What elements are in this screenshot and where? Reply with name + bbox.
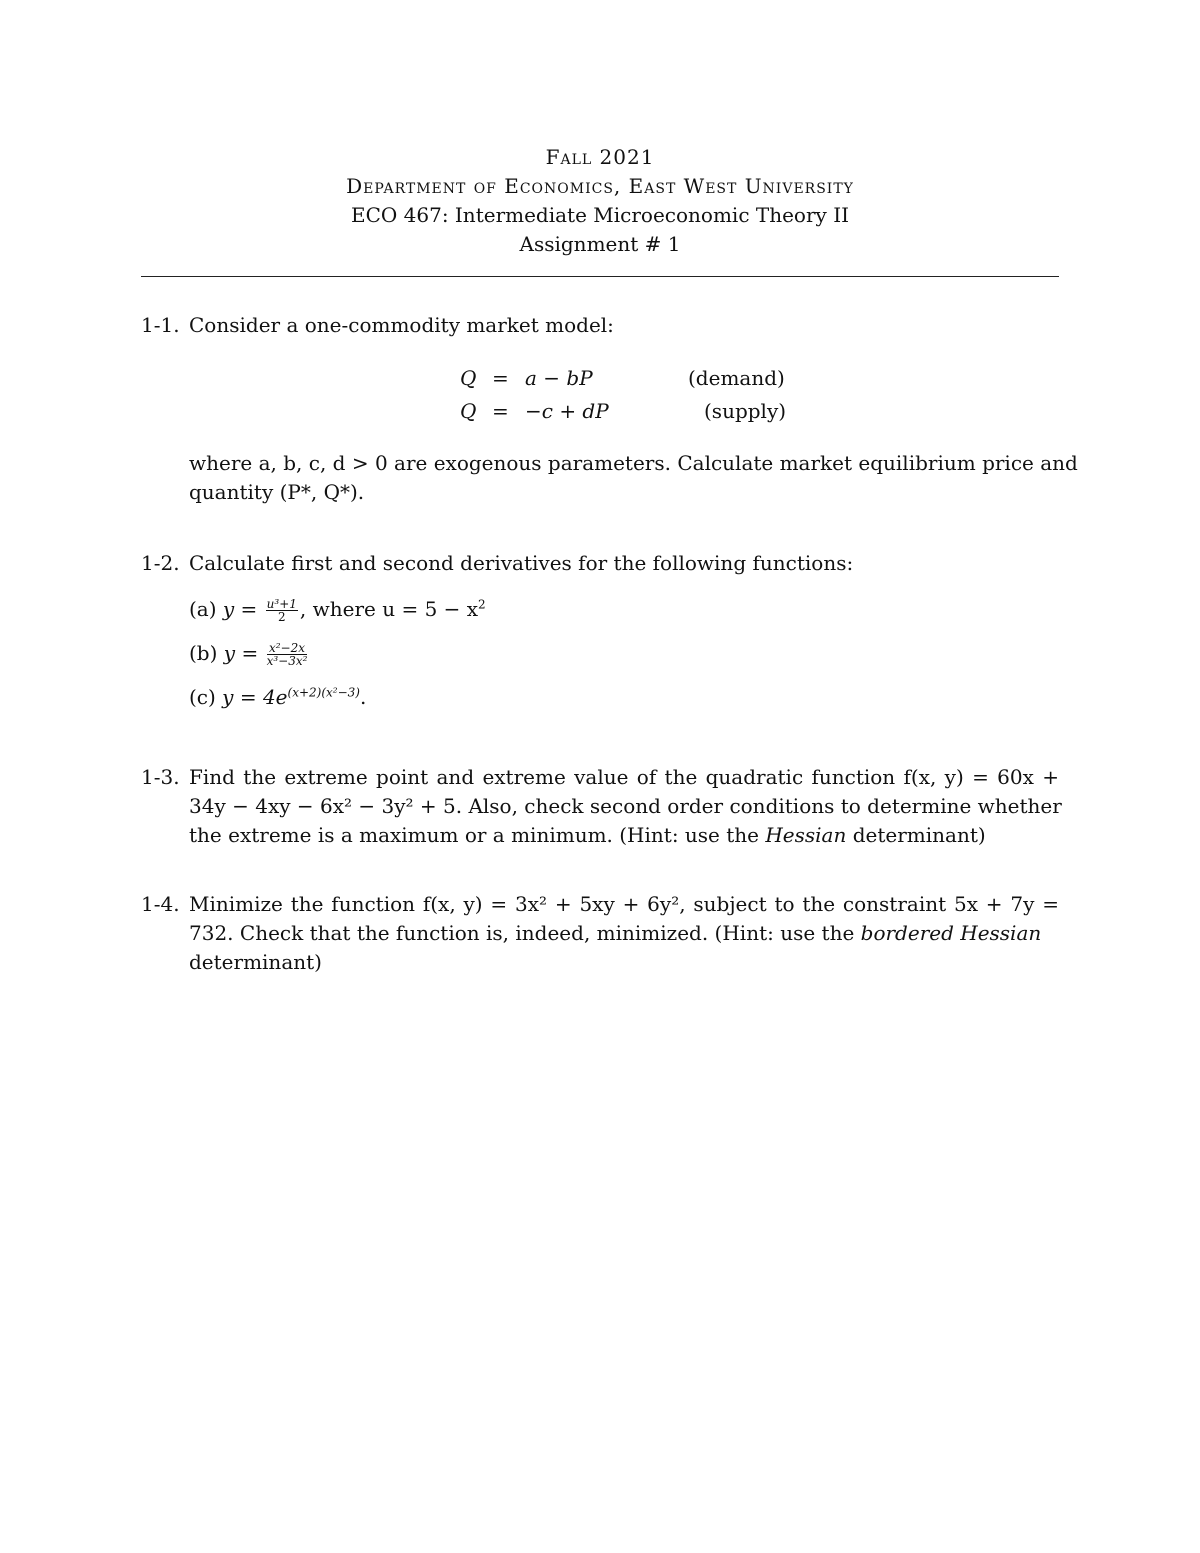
semester: Fall 2021: [545, 145, 655, 169]
q4-bordered-hessian-term: bordered Hessian: [860, 921, 1042, 945]
q1-supply-lhs: Q: [460, 399, 477, 423]
course-title: ECO 467: Intermediate Microeconomic Theory II: [350, 203, 849, 227]
q3-line2: 34y − 4xy − 6x² − 3y² + 5. Also, check second order conditions to determine whether: [189, 794, 1062, 818]
q2-intro: Calculate first and second derivatives for the following functions:: [189, 551, 854, 575]
q2-a-tail: , where u = 5 − x: [299, 597, 479, 621]
q2-item-a: (a) y = $\frac{\text{u³+1}}{2}$ , where $u = 5 - x^2$: [189, 597, 486, 624]
q4-number: 1-4.: [141, 892, 180, 916]
q1-text-line1: where a, b, c, d > 0 are exogenous parameters. Calculate market equilibrium price and: [189, 451, 1078, 475]
q1-demand-label: (demand): [688, 366, 785, 390]
q2-b-fraction: $\frac{\text{x²−2x}}{\text{x³−3x²}}$: [266, 641, 308, 668]
department: Department of Economics, East West University: [346, 174, 854, 198]
q2-item-c: (c) $y = 4e^{(x+2)(x^2-3)}$.: [189, 685, 367, 709]
q1-text-line2: quantity (P*, Q*).: [189, 480, 365, 504]
q1-demand-rhs: a − bP: [525, 366, 593, 390]
assignment-title: Assignment # 1: [519, 232, 681, 256]
header-rule: [141, 276, 1059, 277]
q3-hessian-term: Hessian: [765, 823, 847, 847]
q1-supply-rhs: −c + dP: [525, 399, 609, 423]
q2-b-label: (b): [189, 641, 218, 665]
q1-demand-lhs: Q: [460, 366, 477, 390]
q1-intro: Consider a one-commodity market model:: [189, 313, 614, 337]
q2-a-label: (a): [189, 597, 217, 621]
q1-supply-equals: =: [492, 399, 509, 423]
q2-b-lhs: y =: [223, 641, 259, 665]
q1-supply-label: (supply): [704, 399, 787, 423]
q2-number: 1-2.: [141, 551, 180, 575]
q4-line2: 732. Check that the function is, indeed, minimized. (Hint: use the bordered Hessian: [189, 921, 1042, 945]
q4-line3: determinant): [189, 950, 322, 974]
q3-number: 1-3.: [141, 765, 180, 789]
q3-line3: the extreme is a maximum or a minimum. (Hint: use the Hessian determinant): [189, 823, 986, 847]
q2-a-fraction: $\frac{\text{u³+1}}{2}$: [266, 597, 297, 624]
q4-line1: Minimize the function f(x, y) = 3x² + 5xy + 6y², subject to the constraint 5x + 7y =: [189, 892, 1059, 916]
q1-number: 1-1.: [141, 313, 180, 337]
q2-a-lhs: y =: [222, 597, 258, 621]
q2-c-exponent: (x+2)(x²−3): [287, 685, 360, 700]
q2-c-label: (c): [189, 685, 216, 709]
q3-line1: Find the extreme point and extreme value of the quadratic function f(x, y) = 60x +: [189, 765, 1059, 789]
q2-c-expr: y = 4e: [222, 685, 288, 709]
q1-demand-equals: =: [492, 366, 509, 390]
q2-item-b: [189, 641, 309, 667]
